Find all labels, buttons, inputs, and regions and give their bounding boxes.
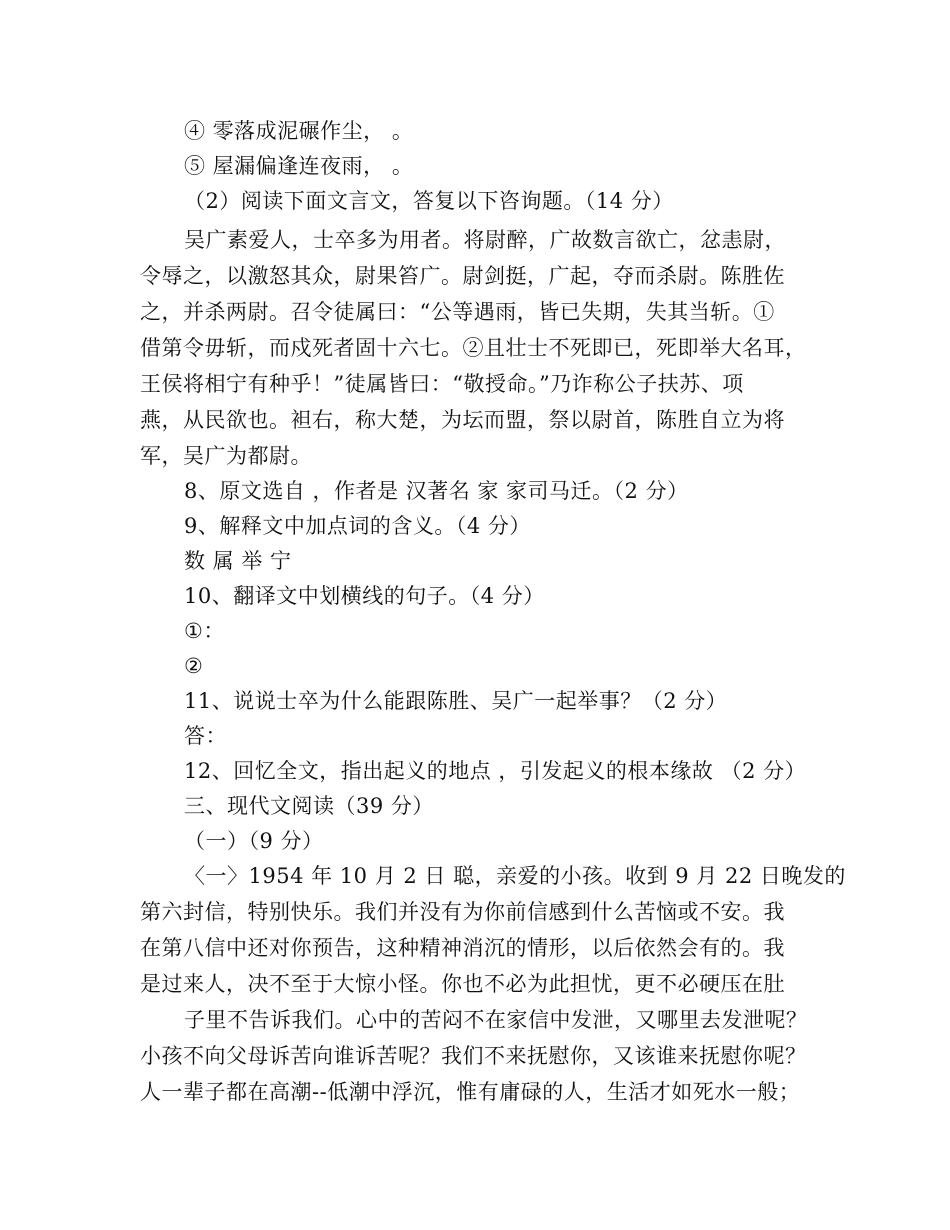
passage-line: 王侯将相宁有种乎！”徒属皆曰：“敬授命。”乃诈称公子扶苏、项 xyxy=(140,372,744,396)
letter-line: 第六封信，特别快乐。我们并没有为你前信感到什么苦恼或不安。我 xyxy=(140,900,785,924)
passage-line: 燕，从民欲也。袒右，称大楚，为坛而盟，祭以尉首，陈胜自立为将 xyxy=(140,408,785,432)
section-heading-classical: （2）阅读下面文言文，答复以下咨询题。（14 分） xyxy=(184,189,674,213)
passage-line: 军，吴广为都尉。 xyxy=(140,444,312,468)
question-9: 9、解释文中加点词的含义。（4 分） xyxy=(184,514,531,538)
section-heading-modern: 三、现代文阅读（39 分） xyxy=(184,794,434,818)
poem-line-4: ④ 零落成泥碾作尘， 。 xyxy=(184,119,414,143)
poem-line-5: ⑤ 屋漏偏逢连夜雨， 。 xyxy=(184,154,414,178)
answer-line-1: ①： xyxy=(184,619,225,643)
subsection-heading: （一）（9 分） xyxy=(184,829,324,853)
question-12: 12、回忆全文，指出起义的地点 ，引发起义的根本缘故 （2 分） xyxy=(184,759,807,783)
answer-line-2: ② xyxy=(184,654,204,678)
question-9-words: 数 属 举 宁 xyxy=(184,549,292,573)
letter-line: 在第八信中还对你预告，这种精神消沉的情形，以后依然会有的。我 xyxy=(140,936,785,960)
letter-line: 子里不告诉我们。心中的苦闷不在家信中发泄，又哪里去发泄呢？ xyxy=(184,1008,808,1032)
answer-label: 答： xyxy=(184,724,227,748)
passage-line: 吴广素爱人，士卒多为用者。将尉醉，广故数言欲亡，忿恚尉， xyxy=(184,228,786,252)
passage-line: 之，并杀两尉。召令徒属曰：“公等遇雨，皆已失期，失其当斩。① xyxy=(140,300,775,324)
letter-line: 小孩不向父母诉苦向谁诉苦呢？我们不来抚慰你，又该谁来抚慰你呢？ xyxy=(140,1044,807,1068)
passage-line: 令辱之，以激怒其众，尉果笞广。尉剑挺，广起，夺而杀尉。陈胜佐 xyxy=(140,264,785,288)
question-11: 11、说说士卒为什么能跟陈胜、吴广一起举事？（2 分） xyxy=(184,689,728,713)
letter-line: 是过来人，决不至于大惊小怪。你也不必为此担忧，更不必硬压在肚 xyxy=(140,972,785,996)
question-10: 10、翻译文中划横线的句子。（4 分） xyxy=(184,584,545,608)
passage-line: 借第令毋斩，而戍死者固十六七。②且壮士不死即已，死即举大名耳， xyxy=(140,336,807,360)
question-8: 8、原文选自 ，作者是 汉著名 家 家司马迁。（2 分） xyxy=(184,479,689,503)
letter-line: 人一辈子都在高潮--低潮中浮沉，惟有庸碌的人，生活才如死水一般； xyxy=(140,1080,801,1104)
letter-line: 〈一〉1954 年 10 月 2 日 聪，亲爱的小孩。收到 9 月 22 日晚发的 xyxy=(184,864,846,888)
